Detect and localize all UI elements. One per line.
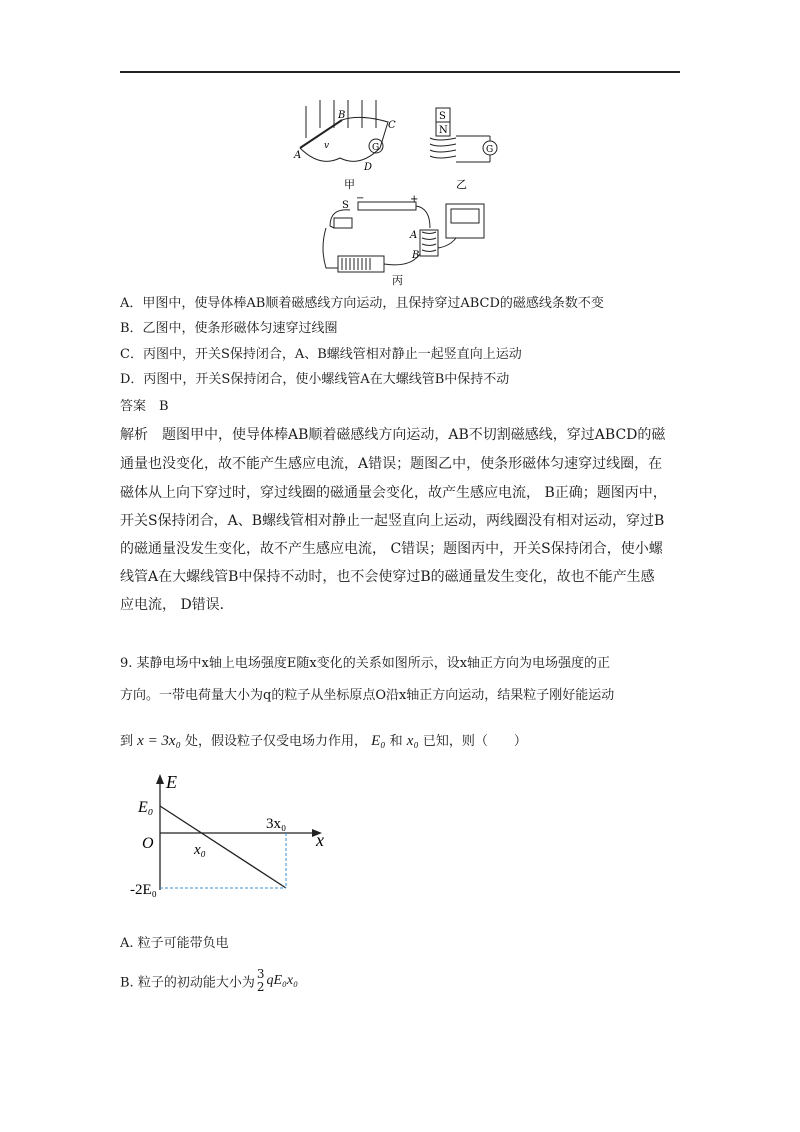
solution-line-7: 应电流， D错误． xyxy=(120,597,234,613)
solution-label: 解析 xyxy=(120,427,148,443)
fraction-3-2 xyxy=(257,968,265,994)
q9-prefix: 到 xyxy=(120,734,134,749)
solution-line-6: 线管A在大螺线管B中保持不动时，也不会使穿过B的磁通量发生变化，故也不能产生感 xyxy=(120,569,655,585)
question9-line2: 方向。一带电荷量大小为q的粒子从坐标原点O沿x轴正方向运动，结果粒子刚好能运动 xyxy=(120,688,615,703)
solution-line-4: 开关S保持闭合，A、B螺线管相对静止一起竖直向上运动，两线圈没有相对运动，穿过B xyxy=(120,513,665,529)
switch-S: S xyxy=(342,200,349,211)
tick-neg2E0: -2E₀ xyxy=(130,882,157,898)
solution-line-2: 通量也没变化，故不能产生感应电流，A错误；题图乙中，使条形磁体匀速穿过线圈，在 xyxy=(120,456,663,472)
answer-value: B xyxy=(159,399,169,414)
question9-line1: 9. 某静电场中x轴上电场强度E随x变化的关系如图所示，设x轴正方向为电场强度的正 xyxy=(120,656,611,671)
option-d: D．丙图中，开关S保持闭合，使小螺线管A在大螺线管B中保持不动 xyxy=(120,372,510,387)
q9-and: 和 xyxy=(389,734,403,749)
q9-mid: 处，假设粒子仅受电场力作用， xyxy=(184,734,367,749)
option-b: B．乙图中，使条形磁体匀速穿过线圈 xyxy=(120,321,338,336)
galvanometer-G-2: G xyxy=(486,145,494,155)
header-rule xyxy=(120,71,680,73)
q9-suffix: 已知，则（ ） xyxy=(422,734,527,749)
caption-yi: 乙 xyxy=(456,178,467,191)
q9-option-b xyxy=(120,968,298,994)
label-A-bing: A xyxy=(410,230,418,241)
figure-bing xyxy=(323,202,484,272)
option-a: A．甲图中，使导体棒AB顺着磁感线方向运动，且保持穿过ABCD的磁感线条数不变 xyxy=(120,296,604,311)
caption-bing: 丙 xyxy=(392,274,403,287)
magnet-N: N xyxy=(439,125,448,136)
solution-line-1 xyxy=(120,424,685,444)
option-c: C．丙图中，开关S保持闭合，A、B螺线管相对静止一起竖直向上运动 xyxy=(120,347,522,362)
galvanometer-G-1: G xyxy=(372,143,380,153)
answer-line xyxy=(120,398,169,416)
label-B-bing: B xyxy=(412,250,420,261)
solution-text: 题图甲中，使导体棒AB顺着磁感线方向运动，AB不切割磁感线，穿过ABCD的磁 xyxy=(162,427,666,443)
axis-label-x: x xyxy=(316,830,324,850)
frac-num: 3 xyxy=(256,967,265,981)
induction-figures xyxy=(290,98,510,288)
solution-line-3: 磁体从上向下穿过时，穿过线圈的磁通量会变化，故产生感应电流， B正确；题图丙中， xyxy=(120,485,667,501)
e-x-graph xyxy=(130,770,350,900)
q9-E0: E₀ xyxy=(371,733,386,749)
tick-E0: E₀ xyxy=(138,799,154,816)
question9-line3 xyxy=(120,730,527,750)
origin-O: O xyxy=(142,835,154,852)
label-D: D xyxy=(364,162,373,173)
magnet-S: S xyxy=(439,111,446,122)
q9-math-x3x0: x = 3x₀ xyxy=(137,733,181,749)
frac-den: 2 xyxy=(256,980,265,994)
tick-3x0: 3x₀ xyxy=(266,816,287,832)
solution-line-5: 的磁通量没发生变化，故不产生感应电流， C错误；题图丙中，开关S保持闭合，使小螺 xyxy=(120,541,663,557)
q9-option-a: A. 粒子可能带负电 xyxy=(120,936,229,951)
tick-x0: x₀ xyxy=(194,842,206,858)
label-A: A xyxy=(294,150,302,161)
q9-option-b-text: B. 粒子的初动能大小为 xyxy=(120,975,255,991)
q9-option-b-expr: qE₀x₀ xyxy=(266,973,298,988)
q9-x0: x₀ xyxy=(406,733,419,749)
label-B: B xyxy=(338,110,346,121)
axis-label-E: E xyxy=(166,772,177,792)
answer-label: 答案 xyxy=(120,399,147,414)
label-v: v xyxy=(324,141,330,151)
battery-minus: − xyxy=(356,193,365,204)
label-C: C xyxy=(388,120,396,131)
caption-jia: 甲 xyxy=(344,178,355,191)
battery-plus: + xyxy=(410,194,419,205)
